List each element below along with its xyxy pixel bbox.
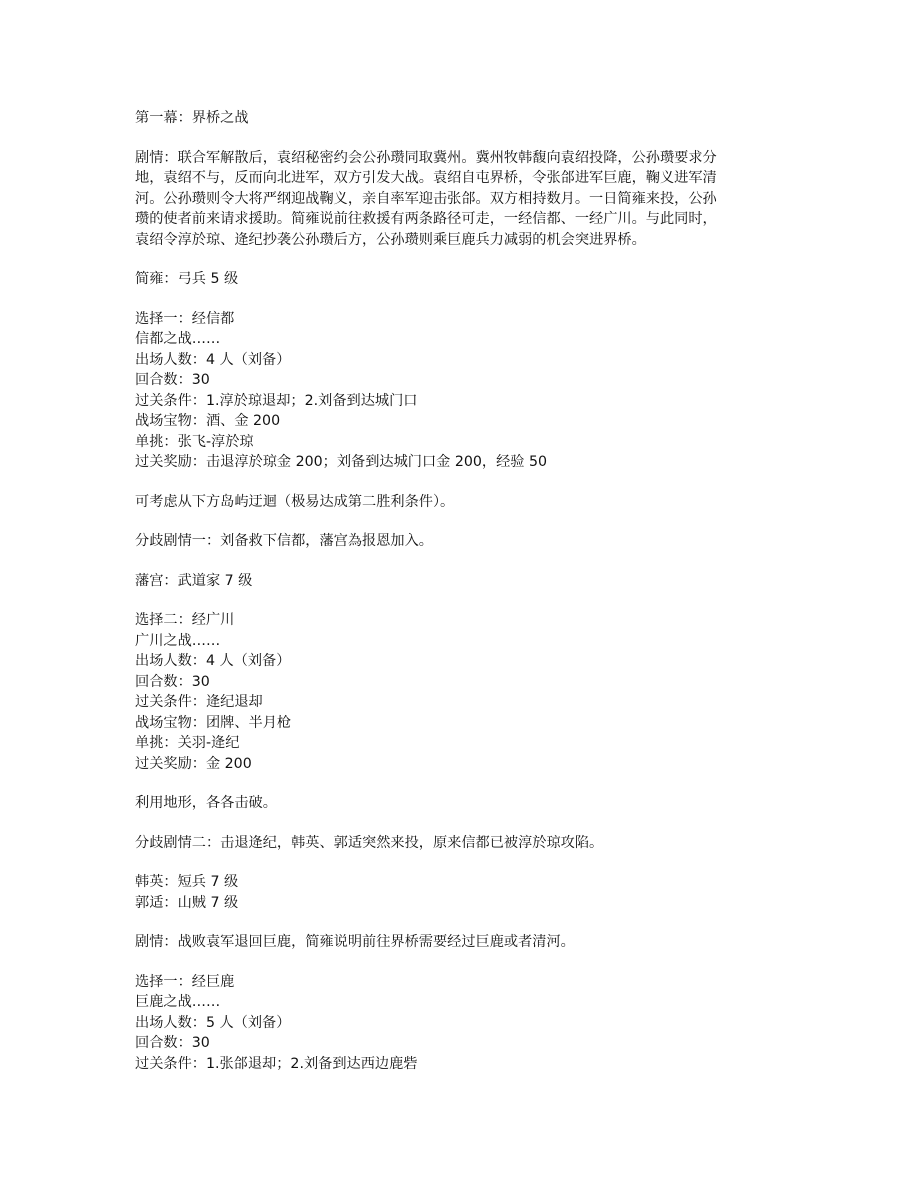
text-line: 广川之战……: [135, 632, 221, 649]
text-line: 出场人数：4 人（刘备）: [135, 351, 291, 368]
text-line: 简雍：弓兵 5 级: [135, 271, 239, 287]
text-line: 袁绍令淳於琼、逄纪抄袭公孙瓒后方，公孙瓒则乘巨鹿兵力减弱的机会突进界桥。: [135, 231, 646, 248]
document-page: [135, 108, 795, 1093]
text-line: 剧情：联合军解散后，袁绍秘密约会公孙瓒同取冀州。冀州牧韩馥向袁绍投降，公孙瓒要求分: [135, 149, 717, 166]
text-line: 回合数：30: [135, 673, 210, 690]
strategy-tip: [135, 492, 795, 513]
text-line: 选择二：经广川: [135, 612, 235, 628]
text-line: 回合数：30: [135, 1035, 210, 1051]
text-line: 出场人数：4 人（刘备）: [135, 653, 291, 669]
battle-option-block: [135, 309, 795, 473]
text-line: 过关奖励：击退淳於琼金 200；刘备到达城门口金 200，经验 50: [135, 454, 548, 470]
text-line: 第一幕：界桥之战: [135, 110, 249, 126]
story-paragraph: [135, 932, 795, 953]
text-line: 选择一：经巨鹿: [135, 973, 235, 990]
text-line: 过关条件：1.张郃退却；2.刘备到达西边鹿砦: [135, 1055, 418, 1072]
text-line: 瓒的使者前来请求援助。简雍说前往救援有两条路径可走，一经信都、一经广川。与此同时，: [135, 211, 717, 227]
text-line: 巨鹿之战……: [135, 994, 221, 1010]
text-line: 可考虑从下方岛屿迂迴（极易达成第二胜利条件）。: [135, 493, 455, 510]
text-line: 单挑：关羽-逄纪: [135, 735, 240, 751]
unit-info: [135, 269, 795, 290]
text-line: 选择一：经信都: [135, 310, 235, 327]
text-line: 分歧剧情一：刘备救下信都，藩宫為报恩加入。: [135, 533, 433, 549]
text-line: 藩宫：武道家 7 级: [135, 572, 253, 589]
text-line: 地，袁绍不与，反而向北进军，双方引发大战。袁绍自屯界桥，令张郃进军巨鹿，鞠义进军清: [135, 170, 717, 186]
battle-option-block: [135, 972, 795, 1075]
text-line: 过关条件：1.淳於琼退却；2.刘备到达城门口: [135, 392, 418, 409]
unit-info: [135, 872, 795, 913]
text-line: 过关条件：逄纪退却: [135, 694, 263, 710]
text-line: 战场宝物：酒、金 200: [135, 413, 281, 429]
text-line: 分歧剧情二：击退逄纪，韩英、郭适突然来投，原来信都已被淳於琼攻陷。: [135, 834, 604, 851]
story-paragraph: [135, 148, 795, 251]
text-line: 信都之战……: [135, 331, 221, 347]
text-line: 郭适：山贼 7 级: [135, 894, 239, 911]
chapter-title: [135, 108, 795, 129]
text-line: 战场宝物：团牌、半月枪: [135, 714, 292, 731]
battle-option-block: [135, 610, 795, 774]
text-line: 出场人数：5 人（刘备）: [135, 1014, 291, 1031]
text-line: 剧情：战败袁军退回巨鹿，简雍说明前往界桥需要经过巨鹿或者清河。: [135, 934, 575, 950]
text-line: 过关奖励：金 200: [135, 755, 252, 772]
text-line: 韩英：短兵 7 级: [135, 874, 239, 890]
branch-story: [135, 531, 795, 552]
text-line: 利用地形，各各击破。: [135, 795, 277, 811]
branch-story: [135, 833, 795, 854]
text-line: 单挑：张飞-淳於琼: [135, 433, 254, 450]
unit-info: [135, 571, 795, 592]
text-line: 回合数：30: [135, 372, 210, 388]
text-line: 河。公孙瓒则令大将严纲迎战鞠义，亲自率军迎击张郃。双方相持数月。一日简雍来投，公孙: [135, 190, 717, 207]
strategy-tip: [135, 793, 795, 814]
